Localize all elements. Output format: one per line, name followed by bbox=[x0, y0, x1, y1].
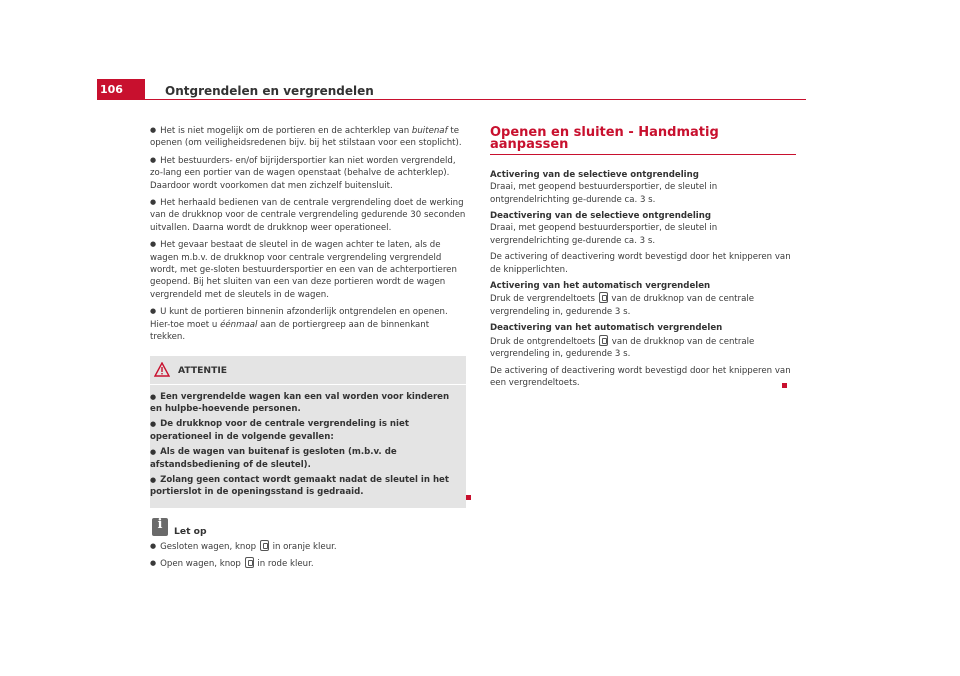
right-column bbox=[490, 124, 796, 393]
bullet-item: ● Het herhaald bedienen van de centrale vergrendeling doet de werking van de drukknop voor de centrale vergrendeling gedurende 30 seconden uitvallen. Daarna wordt de drukknop weer operationeel. bbox=[150, 198, 466, 233]
unlock-key-icon bbox=[245, 557, 254, 568]
end-mark-icon bbox=[466, 495, 471, 500]
paragraph: Druk de vergrendeltoets van de drukknop van de centrale vergrendeling in, gedurende 3 s. bbox=[490, 294, 755, 317]
warning-title: ATTENTIE bbox=[178, 364, 228, 376]
paragraph: Draai, met geopend bestuurdersportier, de sleutel in ontgrendelrichting ge-durende ca. 3 s. bbox=[490, 182, 718, 205]
warning-item: ● De drukknop voor de centrale vergrendeling is niet operationeel in de volgende gevallen: bbox=[150, 419, 409, 442]
lock-key-icon bbox=[599, 292, 608, 303]
header-rule bbox=[97, 99, 806, 100]
warning-item: ● Als de wagen van buitenaf is gesloten (m.b.v. de afstandsbediening of de sleutel). bbox=[150, 447, 397, 470]
paragraph: De activering of deactivering wordt bevestigd door het knipperen van de knipperlichten. bbox=[490, 252, 791, 275]
bullet-item: ● U kunt de portieren binnenin afzonderlijk ontgrendelen en openen. Hier-toe moet u éénmaal aan de portiergreep aan de binnenkant trekken. bbox=[150, 307, 448, 343]
note-item: ● Open wagen, knop in rode kleur. bbox=[150, 559, 314, 570]
lock-key-icon bbox=[260, 540, 269, 551]
subheading: Deactivering van de selectieve ontgrendeling bbox=[490, 211, 711, 222]
bullet-item: ● Het is niet mogelijk om de portieren en de achterklep van buitenaf te openen (om veiligheidsredenen bijv. bij het stilstaan voor een stoplicht). bbox=[150, 126, 462, 149]
unlock-key-icon bbox=[599, 335, 608, 346]
subheading: Activering van het automatisch vergrendelen bbox=[490, 281, 711, 292]
bullet-item: ● Het bestuurders- en/of bijrijdersportier kan niet worden vergrendeld, zo-lang een portier van de wagen openstaat (behalve de achterklep). Daardoor wordt voorkomen dat men zichzelf buitensluit. bbox=[150, 155, 456, 191]
end-mark-icon bbox=[782, 383, 787, 388]
warning-triangle-icon bbox=[154, 362, 170, 377]
info-icon: i bbox=[152, 518, 168, 536]
warning-item: ● Een vergrendelde wagen kan een val worden voor kinderen en hulpbe-hoevende personen. bbox=[150, 391, 450, 414]
page-number: 106 bbox=[100, 83, 123, 96]
paragraph: Druk de ontgrendeltoets van de drukknop van de centrale vergrendeling in, gedurende 3 s. bbox=[490, 336, 755, 360]
subheading: Activering van de selectieve ontgrendeling bbox=[490, 169, 699, 180]
note-header bbox=[150, 518, 466, 540]
note-item: ● Gesloten wagen, knop in oranje kleur. bbox=[150, 541, 337, 552]
warning-item: ● Zolang geen contact wordt gemaakt nadat de sleutel in het portierslot in de openingsstand is gedraaid. bbox=[150, 474, 449, 498]
note-title: Let op bbox=[174, 525, 207, 537]
paragraph: De activering of deactivering wordt bevestigd door het knipperen van een vergrendeltoets. bbox=[490, 365, 791, 388]
section-title: Openen en sluiten - Handmatig aanpassen bbox=[490, 125, 719, 153]
subheading: Deactivering van het automatisch vergrendelen bbox=[490, 323, 723, 334]
bullet-item: ● Het gevaar bestaat de sleutel in de wagen achter te laten, als de wagen m.b.v. de drukknop voor centrale vergrendeling vergrendeld wordt, met ge-sloten bestuurdersportier en een van de achterportieren geopend. Bij het sluiten van een van deze portieren wordt de wagen vergrendeld met de sleutels in de wagen. bbox=[150, 240, 457, 300]
warning-box bbox=[150, 356, 466, 508]
paragraph: Draai, met geopend bestuurdersportier, de sleutel in vergrendelrichting ge-durende ca. 3 s. bbox=[490, 223, 718, 246]
left-column bbox=[150, 124, 466, 575]
page-title: Ontgrendelen en vergrendelen bbox=[165, 84, 374, 98]
section-rule bbox=[490, 154, 796, 155]
